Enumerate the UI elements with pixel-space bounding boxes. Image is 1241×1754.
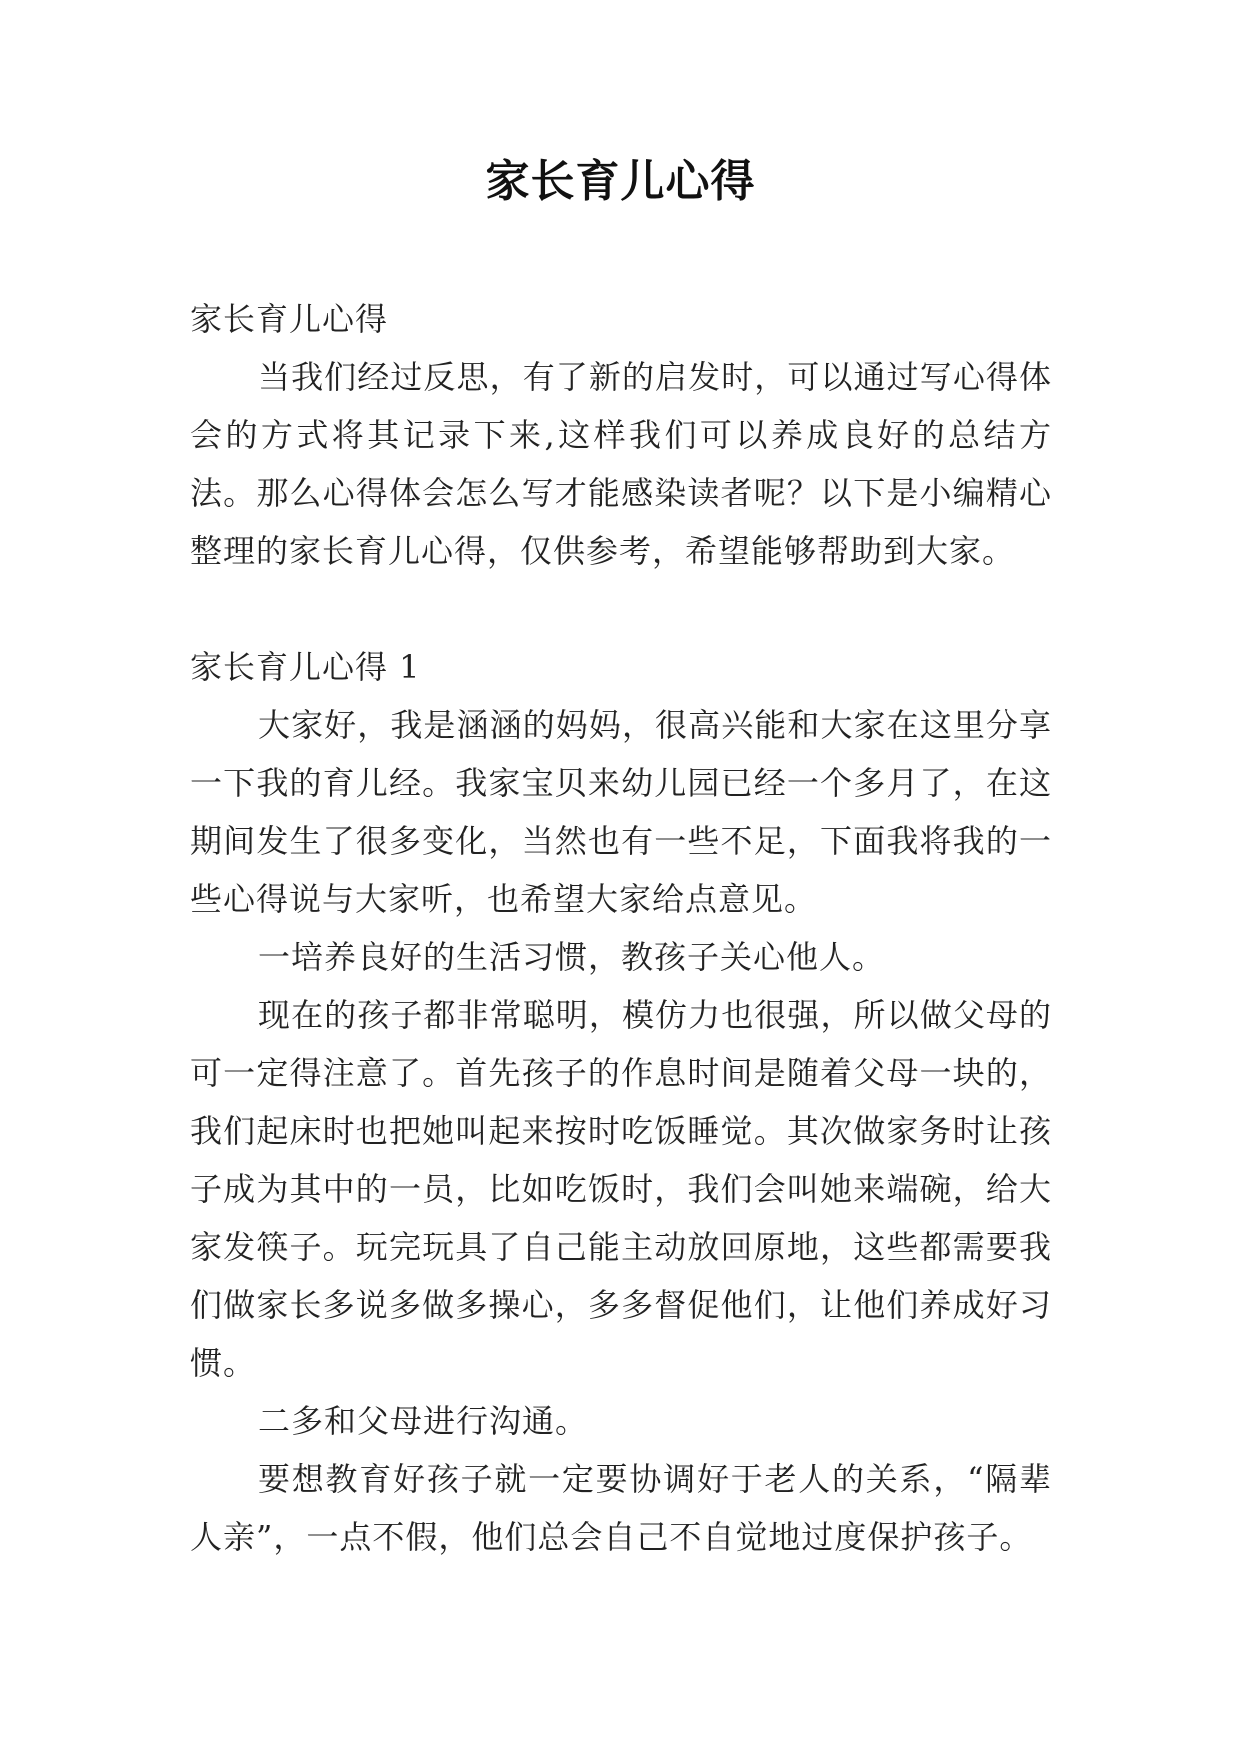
body-paragraph: 要想教育好孩子就一定要协调好于老人的关系，“隔辈人亲”，一点不假，他们总会自己不自觉地过度保护孩子。 bbox=[190, 1460, 1052, 1556]
body-paragraph: 现在的孩子都非常聪明，模仿力也很强，所以做父母的可一定得注意了。首先孩子的作息时间是随着父母一块的，我们起床时也把她叫起来按时吃饭睡觉。其次做家务时让孩子成为其中的一员，比如吃饭时，我们会叫她来端碗，给大家发筷子。玩完玩具了自己能主动放回原地，这些都需要我们做家长多说多做多操心，多多督促他们，让他们养成好习惯。 bbox=[190, 996, 1052, 1382]
intro-heading: 家长育儿心得 bbox=[190, 300, 389, 338]
section-spacer bbox=[190, 580, 1052, 638]
section-heading: 家长育儿心得 1 bbox=[190, 648, 421, 686]
intro-paragraph: 当我们经过反思，有了新的启发时，可以通过写心得体会的方式将其记录下来,这样我们可以养成良好的总结方法。那么心得体会怎么写才能感染读者呢？以下是小编精心整理的家长育儿心得，仅供参考，希望能够帮助到大家。 bbox=[190, 358, 1052, 570]
body-paragraph: 大家好，我是涵涵的妈妈，很高兴能和大家在这里分享一下我的育儿经。我家宝贝来幼儿园已经一个多月了，在这期间发生了很多变化，当然也有一些不足，下面我将我的一些心得说与大家听，也希望大家给点意见。 bbox=[190, 706, 1052, 918]
document-title: 家长育儿心得 bbox=[485, 156, 756, 207]
subheading-paragraph: 一培养良好的生活习惯，教孩子关心他人。 bbox=[258, 938, 886, 976]
document-body bbox=[190, 290, 1052, 1566]
subheading-paragraph: 二多和父母进行沟通。 bbox=[258, 1402, 589, 1440]
